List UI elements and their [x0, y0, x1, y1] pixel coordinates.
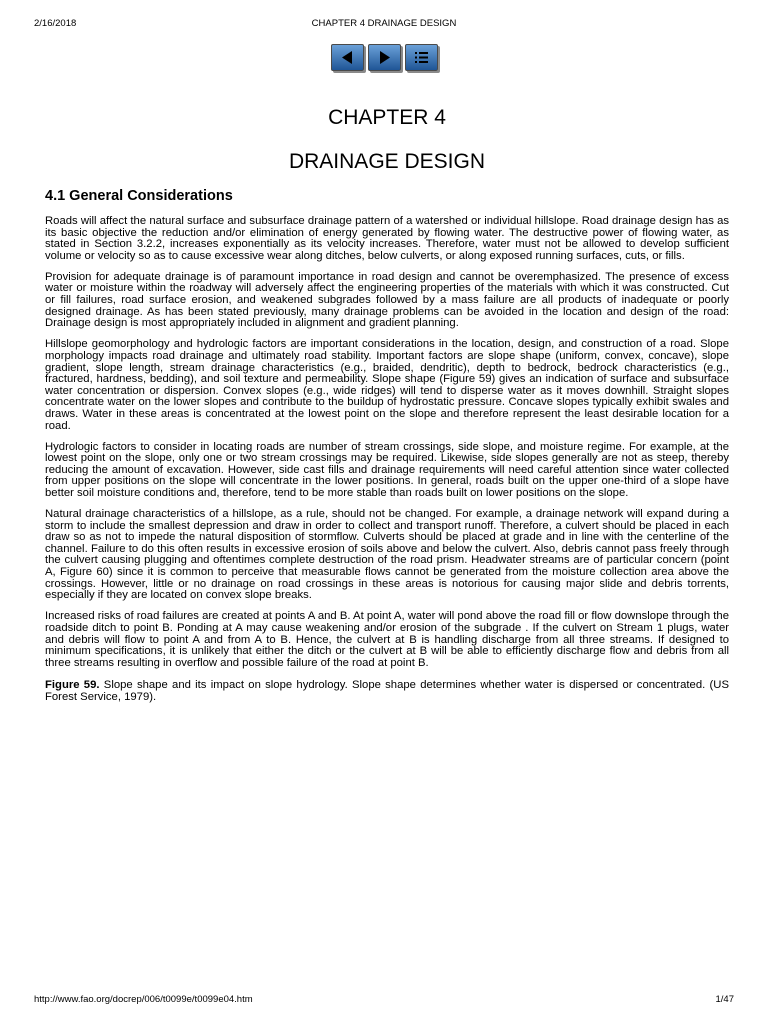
nav-bar	[0, 44, 768, 72]
figure-caption-text: Slope shape and its impact on slope hydrology. Slope shape determines whether water is dispersed or concentrated. (US Forest Service, 1979).	[45, 678, 729, 703]
paragraph: Hillslope geomorphology and hydrologic factors are important considerations in the location, design, and construction of a road. Slope morphology impacts road drainage and ultimately road stability. Important factors are slope shape (uniform, convex, concave), slope gradient, slope length, stream drainage characteristics (e.g., braided, dendritic), depth to bedrock, bedrock characteristics (e.g., fractured, hardness, bedding), and soil texture and permeability. Slope shape (Figure 59) gives an indication of surface and subsurface water concentration or dispersion. Convex slopes (e.g., wide ridges) will tend to disperse water as it moves downhill. Straight slopes concentrate water on the lower slopes and contribute to the buildup of hydrostatic pressure. Concave slopes typically exhibit swales and draws. Water in these areas is concentrated at the lowest point on the slope and therefore represent the least desirable location for a road.	[45, 338, 729, 432]
document-content	[45, 100, 729, 703]
arrow-right-icon	[369, 45, 400, 70]
chapter-number: CHAPTER 4	[328, 106, 446, 129]
next-page-button[interactable]	[368, 44, 401, 71]
page-url: http://www.fao.org/docrep/006/t0099e/t0099e04.htm	[34, 994, 253, 1005]
section-heading: 4.1 General Considerations	[45, 188, 233, 204]
previous-page-button[interactable]	[331, 44, 364, 71]
paragraph: Hydrologic factors to consider in locating roads are number of stream crossings, side slope, and moisture regime. For example, at the lowest point on the slope, only one or two stream crossings may be required. Likewise, side slopes generally are not as steep, thereby reducing the amount of excavation. However, side cast fills and drainage requirements will need careful attention since water collected from upper positions on the slope will concentrate in the lower positions. In general, roads built on the upper one-third of a slope have better soil moisture conditions and, therefore, tend to be more stable than roads built on lower positions on the slope.	[45, 440, 729, 499]
paragraph: Increased risks of road failures are created at points A and B. At point A, water will pond above the road fill or flow downslope through the roadside ditch to point B. Ponding at A may cause weakening and/or erosion of the subgrade . If the culvert on Stream 1 plugs, water and debris will flow to point A and from A to B. Hence, the culvert at B is handling discharge from all three streams. If designed to minimum specifications, it is unlikely that either the ditch or the culvert at B will be able to efficiently discharge flow and debris from all three streams resulting in overflow and possible failure of the road at point B.	[45, 610, 729, 669]
paragraph: Natural drainage characteristics of a hillslope, as a rule, should not be changed. For example, a drainage network will expand during a storm to include the smallest depression and draw in order to collect and transport runoff. Therefore, a culvert should be placed in each draw so as not to impede the natural disposition of stormflow. Culverts should be placed at grade and in line with the centerline of the channel. Failure to do this often results in excessive erosion of soils above and below the culvert. Also, debris cannot pass freely through the culvert causing plugging and oftentimes complete destruction of the road prism. Headwater streams are of particular concern (point A, Figure 60) since it is common to perceive that measurable flows cannot be generated from the moisture collection area above the crossings. However, little or no drainage on road crossings in these areas is notorious for causing major slide and debris torrents, especially if they are located on convex slope breaks.	[45, 508, 729, 602]
arrow-left-icon	[332, 45, 363, 70]
figure-caption	[45, 679, 729, 703]
print-footer	[34, 993, 734, 1007]
contents-button[interactable]	[405, 44, 438, 71]
paragraph: Roads will affect the natural surface and subsurface drainage pattern of a watershed or individual hillslope. Road drainage design has as its basic objective the reduction and/or elimination of energy generated by flowing water. The destructive power of flowing water, as stated in Section 3.2.2, increases exponentially as its velocity increases. Therefore, water must not be allowed to develop sufficient volume or velocity so as to cause excessive wear along ditches, below culverts, or along exposed running surfaces, cuts, or fills.	[45, 215, 729, 262]
figure-label: Figure 59.	[45, 678, 100, 691]
print-date: 2/16/2018	[34, 18, 77, 29]
chapter-title: DRAINAGE DESIGN	[288, 150, 486, 173]
print-header	[34, 17, 734, 31]
page-number: 1/47	[715, 994, 734, 1005]
paragraph: Provision for adequate drainage is of paramount importance in road design and cannot be overemphasized. The presence of excess water or moisture within the roadway will adversely affect the engineering properties of the materials with which it was constructed. Cut or fill failures, road surface erosion, and weakened subgrades followed by a mass failure are all products of inadequate or poorly designed drainage. As has been stated previously, many drainage problems can be avoided in the location and design of the road: Drainage design is most appropriately included in alignment and gradient planning.	[45, 270, 729, 330]
print-title: CHAPTER 4 DRAINAGE DESIGN	[311, 18, 457, 29]
list-menu-icon	[406, 45, 437, 70]
